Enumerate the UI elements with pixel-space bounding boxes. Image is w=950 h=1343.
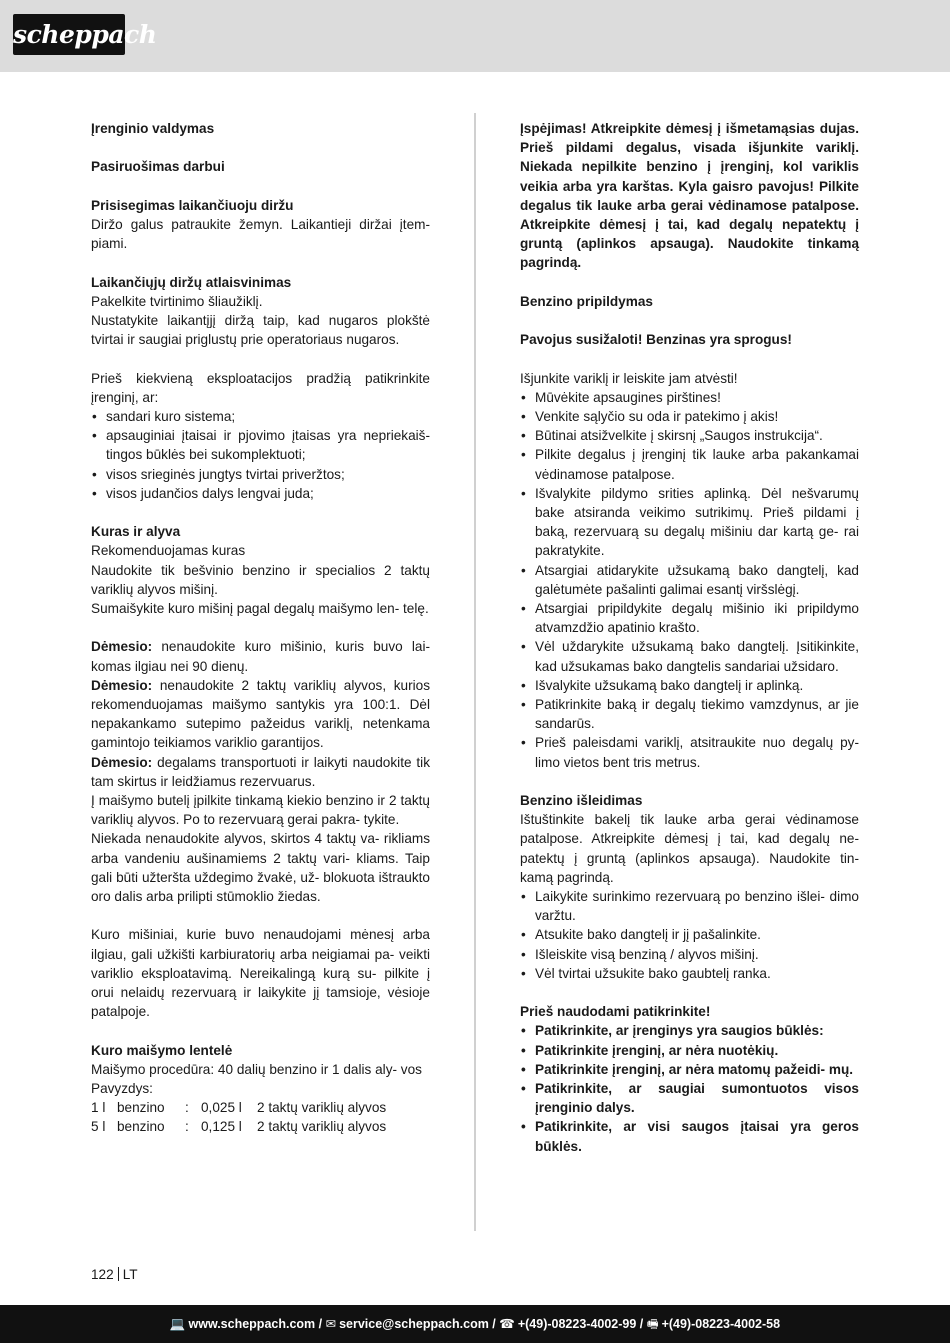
refuel-list xyxy=(520,388,859,772)
straps-on-section xyxy=(91,196,430,254)
fuel-line: Naudokite tik bešvinio benzino ir specialios 2 taktų variklių alyvos mišinį. xyxy=(91,562,430,597)
refuel-intro: Išjunkite variklį ir leiskite jam atvėsti! xyxy=(520,370,738,386)
column-divider xyxy=(474,113,476,1231)
list-item: • Atsargiai atidarykite užsukamą bako dangtelį, kad galėtumėte pašalinti galimai esantį viršslėgį. xyxy=(520,561,859,599)
fuel-line: Rekomenduojamas kuras xyxy=(91,543,246,559)
list-item: • sandari kuro sistema; xyxy=(91,407,430,426)
phone-number: +(49)-08223-4002-99 xyxy=(517,1317,637,1331)
fuel-heading: Kuras ir alyva xyxy=(91,524,181,540)
fax-icon: 🖷 xyxy=(646,1317,659,1331)
note-2: Dėmesio: nenaudokite 2 taktų variklių alyvos, kurios rekomenduojamas maišymo santykis yra 100:1. Dėl nepakankamo sutepimo pažeidus variklį, netenkama gamintojo teikiamos variklio garantijos. xyxy=(91,677,430,751)
list-item: • Pilkite degalus į įrenginį tik lauke arba pakankamai vėdinamose patalpose. xyxy=(520,445,859,483)
fuel-notes xyxy=(91,637,430,906)
check-list xyxy=(91,407,430,503)
check-intro: Prieš kiekvieną eksploatacijos pradžią patikrinkite įrenginį, ar: xyxy=(91,370,430,405)
refuel-section xyxy=(520,369,859,772)
fuel-section xyxy=(91,522,430,618)
list-item: • Patikrinkite įrenginį, ar nėra nuotėkių. xyxy=(520,1041,859,1060)
drain-heading: Benzino išleidimas xyxy=(520,793,643,809)
mix-procedure: Maišymo procedūra: 40 dalių benzino ir 1 dalis aly- vos xyxy=(91,1061,422,1077)
list-item: • Vėl tvirtai užsukite bako gaubtelį ranka. xyxy=(520,964,859,983)
mail-icon: ✉ xyxy=(325,1317,337,1331)
straps-off-heading: Laikančiųjų diržų atlaisvinimas xyxy=(91,274,292,290)
drain-list xyxy=(520,887,859,983)
straps-off-line: Pakelkite tvirtinimo šliaužiklį. xyxy=(91,293,263,309)
precheck-section xyxy=(520,1002,859,1156)
website-link[interactable]: www.scheppach.com xyxy=(188,1317,316,1331)
fax-number: +(49)-08223-4002-58 xyxy=(661,1317,781,1331)
table-row: 1 l benzino : 0,025 l 2 taktų variklių alyvos xyxy=(91,1100,387,1116)
list-item: • Būtinai atsižvelkite į skirsnį „Saugos instrukcija“. xyxy=(520,426,859,445)
list-item: • Venkite sąlyčio su oda ir patekimo į akis! xyxy=(520,407,859,426)
list-item: • Laikykite surinkimo rezervuarą po benzino išlei- dimo varžtu. xyxy=(520,887,859,925)
list-item: • visos srieginės jungtys tvirtai priveržtos; xyxy=(91,465,430,484)
page-header xyxy=(0,0,950,72)
section-title: Įrenginio valdymas xyxy=(91,121,215,136)
list-item: • Patikrinkite, ar įrenginys yra saugios būklės: xyxy=(520,1021,859,1040)
computer-icon: 💻 xyxy=(169,1317,186,1331)
list-item: • Išvalykite pildymo srities aplinką. Dėl nešvarumų bake atsiranda veikimo sutrikimų. Prieš pildami į baką, rezervuarą su degalų mišiniu dar kartą ge- rai pakratykite. xyxy=(520,484,859,561)
page-number: 122 LT xyxy=(91,1267,138,1282)
precheck-list xyxy=(520,1021,859,1155)
list-item: • Patikrinkite įrenginį, ar nėra matomų pažeidi- mų. xyxy=(520,1060,859,1079)
storage-text: Kuro mišiniai, kurie buvo nenaudojami mėnesį arba ilgiau, gali užkišti karbiuratorių arba neigiamai pa- veikti variklio eksploatavimą. Nereikalingą kurą su- pilkite į orui nelaidų rezervuarą ir laikykite jį tamsioje, vėsioje patalpoje. xyxy=(91,927,430,1020)
mix-table-section xyxy=(91,1041,430,1137)
note-3: Dėmesio: degalams transportuoti ir laikyti naudokite tik tam skirtus ir leidžiamus rezervuarus. xyxy=(91,754,430,789)
refuel-heading: Benzino pripildymas xyxy=(520,293,653,309)
list-item: • Išvalykite užsukamą bako dangtelį ir aplinką. xyxy=(520,676,859,695)
list-item: • visos judančios dalys lengvai juda; xyxy=(91,484,430,503)
page-number-separator xyxy=(118,1267,119,1281)
list-item: • Vėl uždarykite užsukamą bako dangtelį. Įsitikinkite, kad užsukamas bako dangtelis sandariai užsidaro. xyxy=(520,637,859,675)
list-item: • Patikrinkite, ar visi saugos įtaisai yra geros būklės. xyxy=(520,1117,859,1155)
scheppach-logo: scheppach xyxy=(13,14,125,55)
list-item: • Prieš paleisdami variklį, atsitraukite nuo degalų py- limo vietos bent tris metrus. xyxy=(520,733,859,771)
straps-on-heading: Prisisegimas laikančiuoju diržu xyxy=(91,197,294,213)
list-item: • Atsukite bako dangtelį ir jį pašalinkite. xyxy=(520,925,859,944)
drain-text: Ištuštinkite bakelį tik lauke arba gerai vėdinamose patalpose. Atkreipkite dėmesį į tai, kad degalų ne- patektų į gruntą (aplinkos apsauga). Naudokite tin- kamą pagrindą. xyxy=(520,812,859,885)
table-row: 5 l benzino : 0,125 l 2 taktų variklių alyvos xyxy=(91,1119,387,1135)
danger-text: Pavojus susižaloti! Benzinas yra sprogus! xyxy=(520,332,792,348)
list-item: • apsauginiai įtaisai ir pjovimo įtaisas yra nepriekaiš- tingos būklės bei sukomplektuoti; xyxy=(91,426,430,464)
list-item: • Atsargiai pripildykite degalų mišinio iki pripildymo atvamzdžio apatinio krašto. xyxy=(520,599,859,637)
note-4: Į maišymo butelį įpilkite tinkamą kiekio benzino ir 2 taktų variklių alyvos. Po to rezervuarą gerai pakra- tykite. xyxy=(91,793,430,828)
left-column xyxy=(91,119,430,1156)
straps-off-section xyxy=(91,273,430,350)
note-1: Dėmesio: nenaudokite kuro mišinio, kuris buvo lai- komas ilgiau nei 90 dienų. xyxy=(91,639,430,674)
right-column xyxy=(520,119,859,1175)
list-item: • Mūvėkite apsaugines pirštines! xyxy=(520,388,859,407)
pre-use-check-section xyxy=(91,369,430,503)
list-item: • Išleiskite visą benziną / alyvos mišinį. xyxy=(520,945,859,964)
list-item: • Patikrinkite baką ir degalų tiekimo vamzdynus, ar jie sandarūs. xyxy=(520,695,859,733)
phone-icon: ☎ xyxy=(499,1317,515,1331)
drain-section xyxy=(520,791,859,983)
list-item: • Patikrinkite, ar saugiai sumontuotos visos įrenginio dalys. xyxy=(520,1079,859,1117)
fuel-line: Sumaišykite kuro mišinį pagal degalų maišymo len- telę. xyxy=(91,601,429,616)
note-5: Niekada nenaudokite alyvos, skirtos 4 taktų va- rikliams arba vandeniu aušinamiems 2 taktų vari- kliams. Taip gali būti užteršta uždegimo žvakė, už- blokuota ištraukto oro dalis arba prilipti stūmoklio žiedas. xyxy=(91,831,430,905)
mix-example: Pavyzdys: xyxy=(91,1081,153,1097)
straps-on-text: Diržo galus patraukite žemyn. Laikantieji diržai įtem- piami. xyxy=(91,216,430,252)
mix-heading: Kuro maišymo lentelė xyxy=(91,1042,233,1058)
section-subtitle: Pasiruošimas darbui xyxy=(91,159,225,175)
straps-off-text: Nustatykite laikantįjį diržą taip, kad nugaros plokštė tvirtai ir saugiai priglustų prie operatoriaus nugaros. xyxy=(91,312,430,348)
page-footer: 💻 www.scheppach.com / ✉ service@scheppach.com / ☎ +(49)-08223-4002-99 / 🖷 +(49)-08223-4002-58 xyxy=(0,1305,950,1343)
warning-text: Įspėjimas! Atkreipkite dėmesį į išmetamąsias dujas. Prieš pildami degalus, visada išjunkite variklį. Niekada nepilkite benzino į įrenginį, kol variklis veikia arba yra karštas. Kyla gaisro pavojus! Pilkite degalus tik lauke arba gerai vėdinamose patalpose. Atkreipkite dėmesį į tai, kad degalų nepatektų į gruntą (aplinkos apsauga). Naudokite tinkamą pagrindą. xyxy=(520,121,859,271)
email-link[interactable]: service@scheppach.com xyxy=(339,1317,489,1331)
precheck-heading: Prieš naudodami patikrinkite! xyxy=(520,1004,711,1020)
